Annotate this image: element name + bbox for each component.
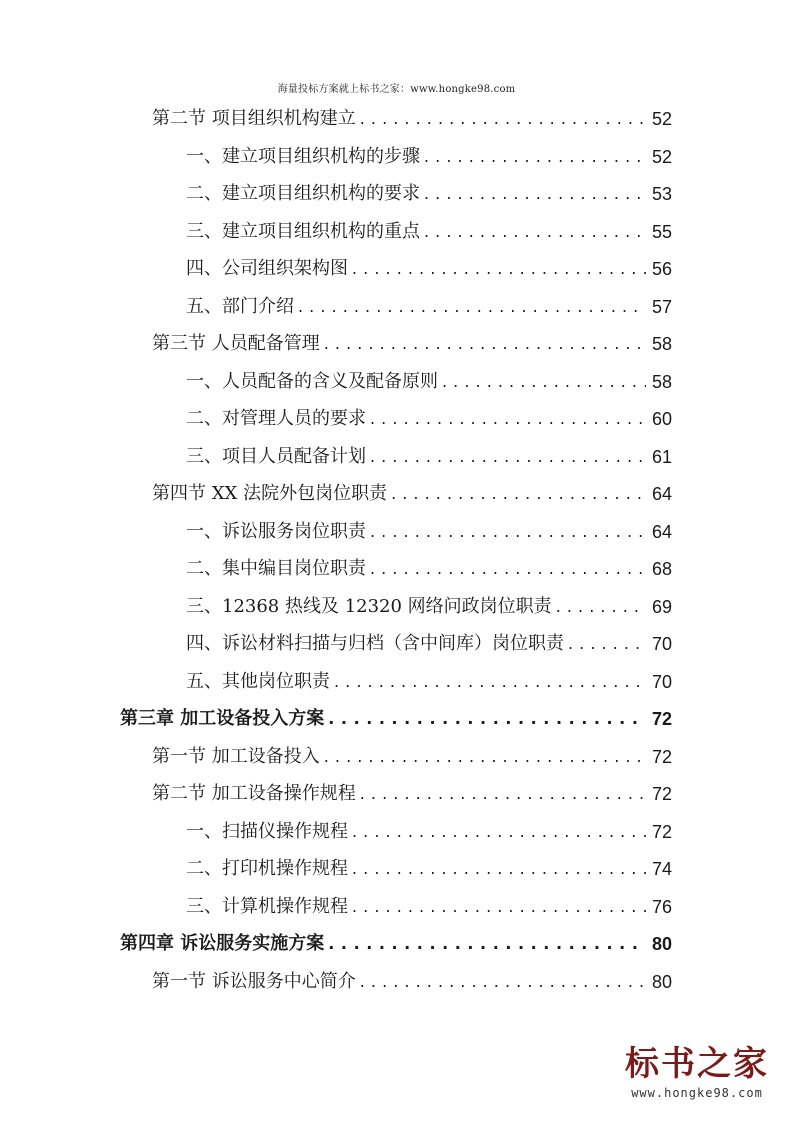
toc-entry-page: 60 [651, 409, 672, 429]
toc-leader-dots [370, 442, 646, 472]
toc-entry[interactable] [186, 404, 672, 434]
toc-entry[interactable] [186, 442, 672, 472]
toc-entry-title: 二、建立项目组织机构的要求 [186, 183, 420, 204]
toc-entry-page: 61 [651, 446, 672, 467]
toc-entry-page: 72 [651, 709, 672, 729]
toc-entry-title: 第三章 加工设备投入方案 [120, 708, 325, 729]
toc-entry-page: 72 [651, 746, 672, 767]
toc-entry-title: 三、计算机操作规程 [186, 895, 348, 917]
toc-entry-title: 第一节 加工设备投入 [152, 745, 320, 767]
toc-entry[interactable] [152, 104, 672, 134]
toc-entry[interactable] [152, 779, 672, 809]
toc-entry-title: 第一节 诉讼服务中心简介 [152, 970, 356, 992]
toc-entry-page: 58 [651, 334, 672, 354]
toc-entry-title: 二、集中编目岗位职责 [186, 558, 366, 579]
toc-entry-page: 76 [651, 896, 672, 917]
toc-leader-dots [556, 592, 646, 622]
toc-entry[interactable] [120, 929, 672, 959]
toc-entry-page: 69 [651, 596, 672, 617]
toc-entry-title: 第二节 加工设备操作规程 [152, 783, 356, 804]
header-note: 海量投标方案就上标书之家：www.hongke98.com [277, 84, 516, 95]
toc-entry[interactable] [186, 817, 672, 847]
toc-entry[interactable] [186, 517, 672, 547]
toc-entry-title: 五、部门介绍 [186, 295, 294, 317]
toc-leader-dots [324, 742, 646, 772]
toc-entry[interactable] [186, 854, 672, 884]
toc-entry-title: 一、扫描仪操作规程 [186, 820, 348, 842]
toc-leader-dots [360, 779, 646, 809]
toc-entry-page: 52 [651, 109, 672, 129]
toc-entry-title: 二、打印机操作规程 [186, 858, 348, 879]
toc-entry[interactable] [186, 142, 672, 172]
toc-entry[interactable] [186, 592, 672, 622]
toc-entry-page: 80 [651, 971, 672, 992]
toc-entry-page: 80 [651, 934, 672, 954]
toc-entry[interactable] [186, 667, 672, 697]
toc-entry-page: 57 [651, 296, 672, 317]
toc-entry-title: 三、项目人员配备计划 [186, 445, 366, 467]
toc-leader-dots [328, 704, 646, 734]
toc-entry-title: 第四节 XX 法院外包岗位职责 [152, 483, 388, 504]
logo-mark: 标书之家 [625, 1044, 769, 1084]
toc-entry-page: 72 [651, 821, 672, 842]
toc-leader-dots [370, 554, 646, 584]
toc-entry-title: 第三节 人员配备管理 [152, 333, 320, 354]
toc-entry-title: 一、建立项目组织机构的步骤 [186, 145, 420, 167]
toc-entry[interactable] [152, 479, 672, 509]
toc-entry-page: 64 [651, 521, 672, 542]
toc-entry[interactable] [186, 179, 672, 209]
toc-entry[interactable] [152, 329, 672, 359]
toc-leader-dots [352, 817, 646, 847]
toc-leader-dots [352, 254, 646, 284]
toc-entry-title: 四、公司组织架构图 [186, 258, 348, 279]
toc-entry-page: 74 [651, 859, 672, 879]
toc-leader-dots [324, 329, 646, 359]
toc-leader-dots [424, 142, 646, 172]
toc-entry[interactable] [152, 742, 672, 772]
toc-entry-title: 一、诉讼服务岗位职责 [186, 520, 366, 542]
toc-leader-dots [391, 479, 646, 509]
toc-entry[interactable] [186, 367, 672, 397]
toc-entry-page: 55 [651, 221, 672, 242]
toc-leader-dots [360, 104, 646, 134]
toc-entry[interactable] [186, 892, 672, 922]
toc-leader-dots [442, 367, 646, 397]
toc-entry-title: 三、12368 热线及 12320 网络问政岗位职责 [186, 595, 552, 617]
logo-url: www.hongke98.com [631, 1086, 763, 1100]
toc-entry-page: 58 [651, 371, 672, 392]
toc-entry-title: 一、人员配备的含义及配备原则 [186, 370, 438, 392]
toc-leader-dots [568, 629, 646, 659]
toc-entry-title: 三、建立项目组织机构的重点 [186, 220, 420, 242]
toc-entry-title: 四、诉讼材料扫描与归档（含中间库）岗位职责 [186, 633, 564, 654]
toc-entry[interactable] [186, 554, 672, 584]
toc-entry-title: 第二节 项目组织机构建立 [152, 108, 356, 129]
toc-entry-page: 70 [651, 671, 672, 692]
toc-entry[interactable] [186, 254, 672, 284]
toc-entry[interactable] [186, 629, 672, 659]
toc-entry-title: 五、其他岗位职责 [186, 670, 330, 692]
toc-leader-dots [334, 667, 646, 697]
toc-leader-dots [298, 292, 646, 322]
toc-leader-dots [360, 967, 646, 997]
toc-entry[interactable] [152, 967, 672, 997]
toc-entry-title: 第四章 诉讼服务实施方案 [120, 933, 325, 954]
toc-leader-dots [424, 179, 646, 209]
toc-entry-page: 56 [651, 259, 672, 279]
toc-leader-dots [370, 517, 646, 547]
toc-entry-page: 72 [651, 784, 672, 804]
toc-entry[interactable] [186, 292, 672, 322]
toc-entry-page: 64 [651, 484, 672, 504]
toc-entry-title: 二、对管理人员的要求 [186, 408, 366, 429]
toc-leader-dots [370, 404, 646, 434]
toc-entry-page: 70 [651, 634, 672, 654]
toc-entry-page: 52 [651, 146, 672, 167]
logo [617, 1044, 777, 1108]
toc-entry-page: 68 [651, 559, 672, 579]
toc-leader-dots [424, 217, 646, 247]
toc-entry-page: 53 [651, 184, 672, 204]
toc-leader-dots [352, 854, 646, 884]
toc-entry[interactable] [120, 704, 672, 734]
toc-leader-dots [328, 929, 646, 959]
toc-leader-dots [352, 892, 646, 922]
toc-entry[interactable] [186, 217, 672, 247]
